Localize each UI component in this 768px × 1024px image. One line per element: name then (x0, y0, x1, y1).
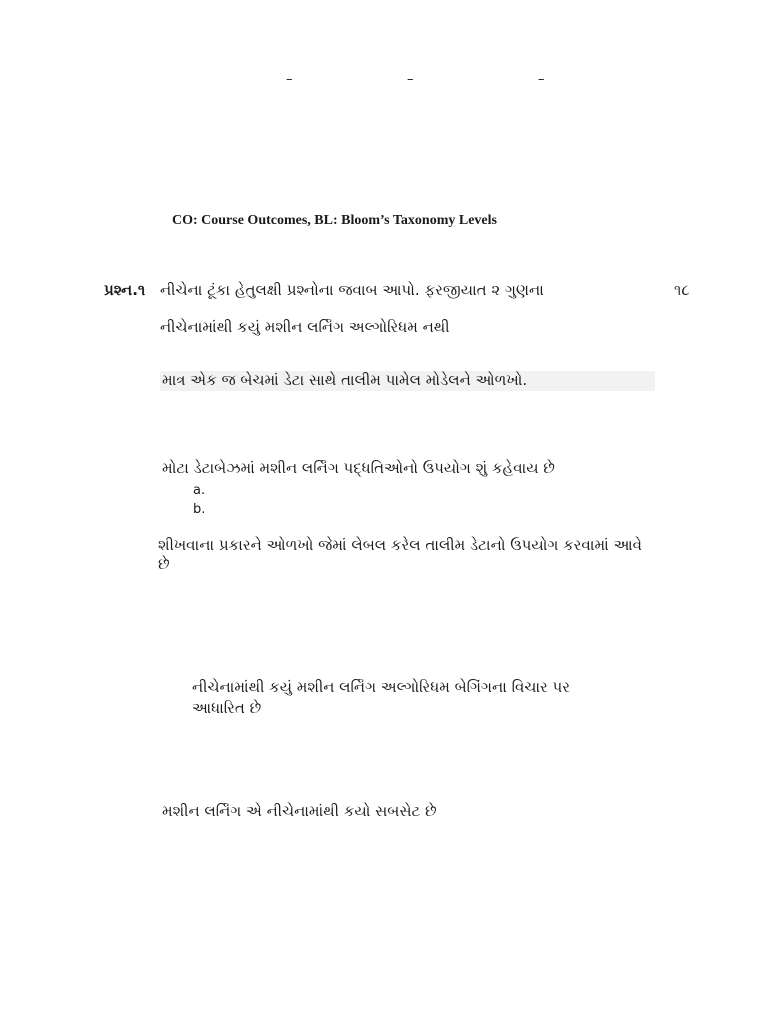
question-6: મશીન લર્નિંગ એ નીચેનામાંથી કયો સબસેટ છે (162, 802, 437, 820)
header-dash-3: – (538, 72, 545, 87)
question-3-option-a: a. (193, 483, 206, 498)
question-3-option-b: b. (193, 502, 206, 517)
question-5: નીચેનામાંથી કયું મશીન લર્નિંગ અલ્ગોરિધમ બેગિંગના વિચાર પર આધારિત છે (192, 678, 571, 717)
legend-note: CO: Course Outcomes, BL: Bloom’s Taxonomy Levels (172, 213, 497, 228)
question-3: મોટા ડેટાબેઝમાં મશીન લર્નિંગ પદ્ધતિઓનો ઉપયોગ શું કહેવાય છે (162, 459, 555, 477)
question-4: શીખવાના પ્રકારને ઓળખો જેમાં લેબલ કરેલ તાલીમ ડેટાનો ઉપયોગ કરવામાં આવે છે (158, 536, 642, 573)
question-1: નીચેનામાંથી કયું મશીન લર્નિંગ અલ્ગોરિધમ નથી (160, 318, 450, 336)
section-instruction: નીચેના ટૂંકા હેતુલક્ષી પ્રશ્નોના જવાબ આપો. ફરજીયાત ૨ ગુણના (160, 281, 544, 299)
section-marks: ૧૮ (674, 281, 690, 299)
header-dash-2: – (407, 72, 414, 87)
question-2: માત્ર એક જ બેચમાં ડેટા સાથે તાલીમ પામેલ મોડેલને ઓળખો. (162, 371, 528, 389)
header-dash-1: – (286, 72, 293, 87)
question-number: પ્રશ્ન.૧ (104, 281, 146, 299)
